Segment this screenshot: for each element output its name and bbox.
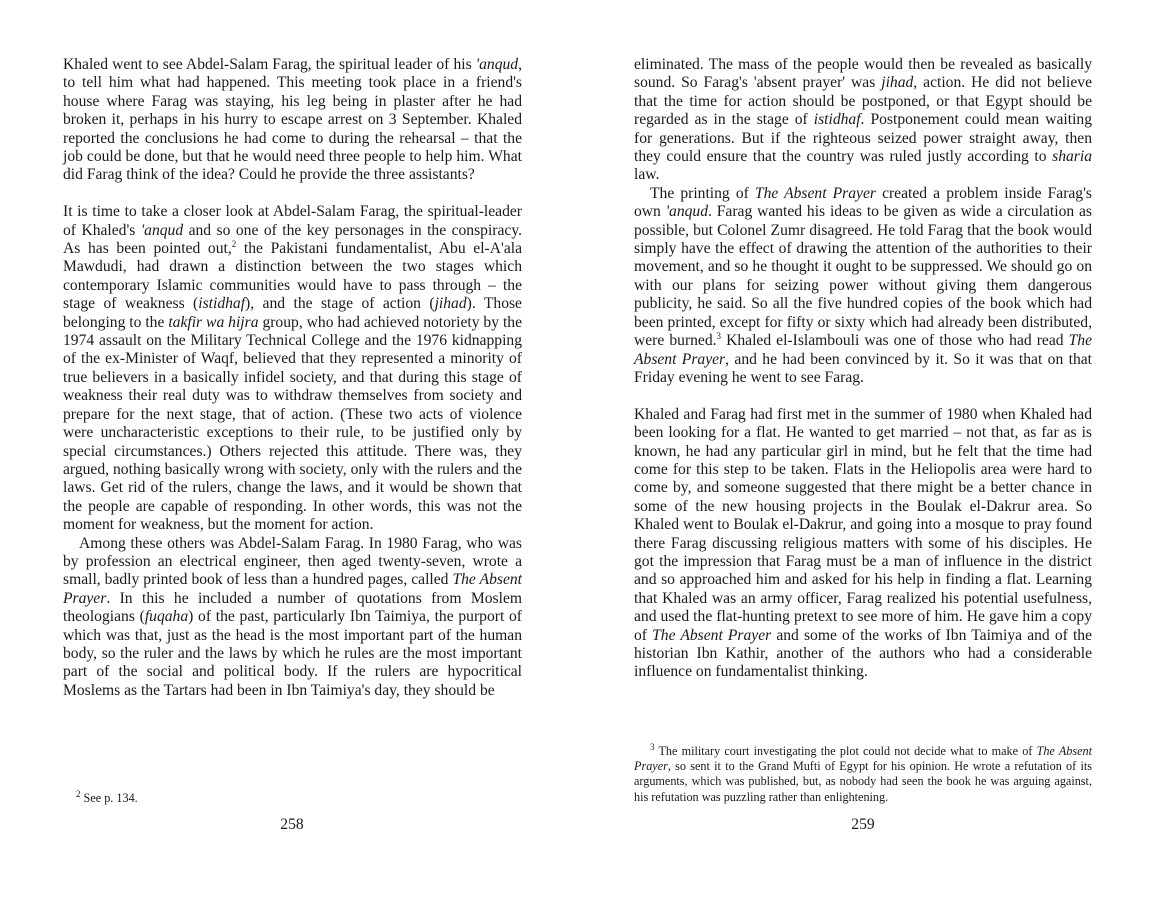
right-footnote xyxy=(634,741,1092,805)
left-paragraph-3: Among these others was Abdel-Salam Farag. In 1980 Farag, who was by profession an electrical engineer, then aged twenty-seven, wrote a small, badly printed book of less than a hundred pages, called The Absent Prayer. In this he included a number of quotations from Moslem theologians (fuqaha) of the past, particularly Ibn Taimiya, the purport of which was that, just as the head is the most important part of the human body, so the ruler and the laws by which he rules are the most important part of the social and political body. If the rulers are hypocritical Moslems as the Tartars had been in Ibn Taimiya's day, they should be xyxy=(63,534,522,699)
right-paragraph-2: The printing of The Absent Prayer created a problem inside Farag's own 'anqud. Farag wanted his ideas to be given as wide a circulation as possible, but Colonel Zumr disagreed. He told Farag that the book would simply have the effect of drawing the attention of the authorities to their movement, and so he thought it ought to be suppressed. We should go on with our plans for seizing power without giving them dangerous publicity, he said. So all the five hundred copies of the book which had been printed, except for fifty or sixty which had already been distributed, were burned.$^3$ Khaled el-Islambouli was one of those who had read The Absent Prayer, and he had been convinced by it. So it was that on that Friday evening he went to see Farag. xyxy=(634,184,1092,386)
left-page-body xyxy=(63,56,522,700)
right-page-body xyxy=(634,56,1092,682)
right-paragraph-3: Khaled and Farag had first met in the summer of 1980 when Khaled had been looking for a flat. He wanted to get married – not that, as far as is known, he had any particular girl in mind, but he felt that the time had come for this step to be taken. Flats in the Heliopolis area were hard to come by, and someone suggested that there might be a better chance in some of the new housing projects in the Boulak el-Dakrur area. So Khaled went to Boulak el-Dakrur, and going into a mosque to pray found there Farag discussing religious matters with some of his disciples. He got the impression that Farag must be a man of influence in the district and so approached him and asked for his help in finding a flat. Learning that Khaled was an army officer, Farag realized his potential usefulness, and used the flat-hunting pretext to see more of him. He gave him a copy of The Absent Prayer and some of the works of Ibn Taimiya and of the historian Ibn Kathir, another of the authors who had a considerable influence on fundamentalist thinking. xyxy=(634,405,1092,681)
left-paragraph-1: Khaled went to see Abdel-Salam Farag, the spiritual leader of his 'anqud, to tell him what had happened. This meeting took place in a friend's house where Farag was staying, his leg being in plaster after he had broken it, perhaps in his hurry to escape arrest on 3 September. Khaled reported the conclusions he had come to during the rehearsal – that the job could be done, but that he would need three people to help him. What did Farag think of the idea? Could he provide the three assistants? xyxy=(63,56,522,184)
right-page-number: 259 xyxy=(851,816,875,833)
left-page-number: 258 xyxy=(280,816,304,833)
left-paragraph-2: It is time to take a closer look at Abdel-Salam Farag, the spiritual-leader of Khaled's 'anqud and so one of the key personages in the conspiracy. As has been pointed out,$^2$ the Pakistani fundamentalist, Abu el-A'ala Mawdudi, had drawn a distinction between the two stages which contemporary Islamic communities would have to pass through – the stage of weakness (istidhaf), and the stage of action (jihad). Those belonging to the takfir wa hijra group, who had achieved notoriety by the 1974 assault on the Military Technical College and the 1976 kidnapping of the ex-Minister of Waqf, believed that they represented a minority of true believers in a basically infidel society, and that during this stage of weakness their real duty was to withdraw themselves from society and prepare for the next stage, that of action. (These two acts of violence were uncharacteristic exceptions to their rule, to be justified only by special circumstances.) Others rejected this attitude. There was, they argued, nothing basically wrong with society, only with the rulers and the laws. Get rid of the rulers, change the laws, and it would be shown that the people are capable of responding. In other words, this was not the moment for weakness, but the moment for action. xyxy=(63,203,523,534)
right-paragraph-1: eliminated. The mass of the people would then be revealed as basically sound. So Farag's 'absent prayer' was jihad, action. He did not believe that the time for action should be postponed, or that Egypt should be regarded as in the stage of istidhaf. Postponement could mean waiting for generations. But if the righteous seized power straight away, then they could ensure that the country was ruled justly according to sharia law. xyxy=(634,56,1092,184)
left-footnote: $^2$ See p. 134. xyxy=(76,788,138,805)
right-footnote-text: $^3$ The military court investigating the plot could not decide what to make of The Absent Prayer, so sent it to the Grand Mufti of Egypt for his opinion. He wrote a refutation of its arguments, which was published, but, as nobody had seen the book he was arguing against, his refutation was puzzling rather than enlightening. xyxy=(634,741,1092,804)
